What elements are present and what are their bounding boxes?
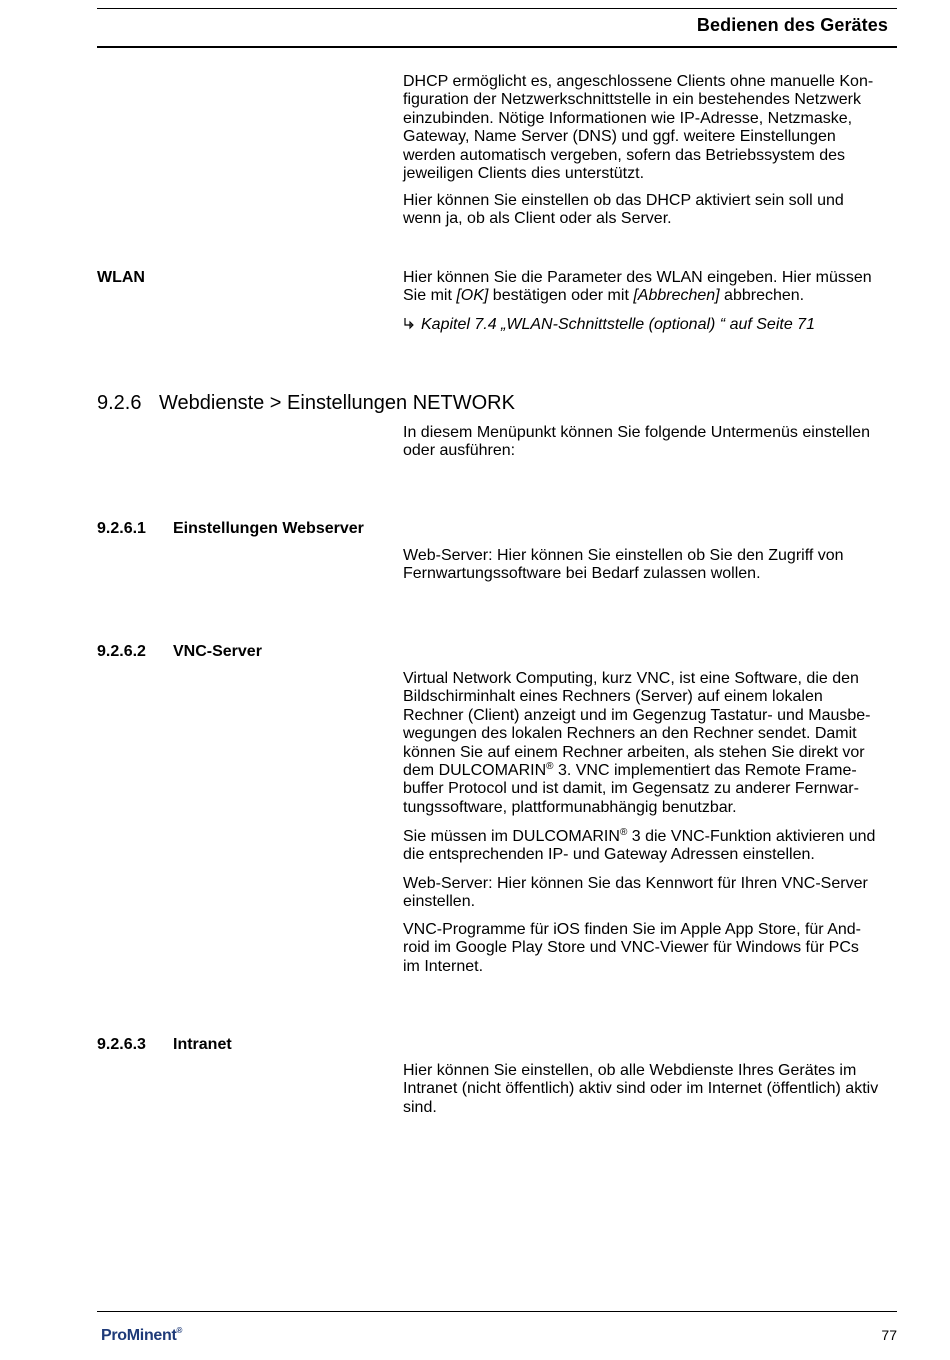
text-line: oder ausführen: <box>403 442 516 460</box>
section-title: VNC-Server <box>173 643 262 660</box>
section-title: Webdienste > Einstellungen NETWORK <box>159 392 515 414</box>
vnc-paragraph-1 <box>403 670 897 817</box>
text-line: tungssoftware, plattformunabhängig benutzbar. <box>403 798 737 816</box>
section-9-2-6-3-text <box>403 1062 897 1117</box>
text-line: die entsprechenden IP- und Gateway Adressen einstellen. <box>403 846 815 864</box>
section-heading-9-2-6-3 <box>97 1036 232 1054</box>
section-heading-9-2-6-2 <box>97 643 262 661</box>
text-line: buffer Protocol und ist damit, im Gegensatz zu anderer Fernwar- <box>403 780 859 798</box>
section-number: 9.2.6.3 <box>97 1036 146 1053</box>
text-line: im Internet. <box>403 957 484 975</box>
text-fragment: dem DULCOMARIN <box>403 762 547 780</box>
text-line: Intranet (nicht öffentlich) aktiv sind oder im Internet (öffentlich) aktiv <box>403 1080 879 1098</box>
text-line: VNC-Programme für iOS finden Sie im Apple App Store, für And- <box>403 921 861 938</box>
section-number: 9.2.6.1 <box>97 520 146 537</box>
text-line: Rechner (Client) anzeigt und im Gegenzug Tastatur- und Mausbe- <box>403 706 871 724</box>
logo-registered-mark: ® <box>176 1326 183 1335</box>
text-line: können Sie auf einem Rechner arbeiten, als stehen Sie direkt vor <box>403 743 865 761</box>
wlan-label: WLAN <box>97 269 145 286</box>
section-number: 9.2.6 <box>97 392 142 414</box>
text-line: roid im Google Play Store und VNC-Viewer für Windows für PCs <box>403 939 859 957</box>
text-line: DHCP ermöglicht es, angeschlossene Clients ohne manuelle Kon- <box>403 73 874 90</box>
page-number: 77 <box>881 1327 897 1343</box>
section-heading-9-2-6-1 <box>97 520 364 538</box>
text-line: wegungen des lokalen Rechners an den Rechner sendet. Damit <box>403 725 857 743</box>
text-fragment: Sie müssen im DULCOMARIN <box>403 828 620 845</box>
cancel-key-reference: [Abbrechen] <box>633 287 720 305</box>
text-line: wenn ja, ob als Client oder als Server. <box>403 210 672 228</box>
section-9-2-6-1-text <box>403 547 897 584</box>
text-line: Hier können Sie einstellen ob das DHCP aktiviert sein soll und <box>403 192 844 209</box>
section-9-2-6-text <box>403 424 897 461</box>
text-fragment: bestätigen oder mit <box>488 287 634 305</box>
text-fragment: 3. VNC implementiert das Remote Frame- <box>553 762 857 780</box>
text-line: einstellen. <box>403 893 476 911</box>
text-line: jeweiligen Clients dies unterstützt. <box>403 165 645 183</box>
text-line: figuration der Netzwerkschnittstelle in ein bestehendes Netzwerk <box>403 91 862 109</box>
text-line: Web-Server: Hier können Sie das Kennwort für Ihren VNC-Server <box>403 875 868 892</box>
header-rule-bottom <box>97 46 897 48</box>
section-title: Intranet <box>173 1036 232 1053</box>
wlan-cross-reference-link[interactable] <box>403 316 897 334</box>
wlan-description <box>403 269 897 306</box>
prominent-logo <box>101 1327 182 1345</box>
registered-mark: ® <box>619 827 628 838</box>
text-line: Web-Server: Hier können Sie einstellen ob Sie den Zugriff von <box>403 547 844 564</box>
section-number: 9.2.6.2 <box>97 643 146 660</box>
header-rule-top <box>97 8 897 9</box>
ok-key-reference: [OK] <box>456 287 489 305</box>
vnc-paragraph-4 <box>403 921 897 976</box>
vnc-paragraph-2 <box>403 828 897 865</box>
text-line: Fernwartungssoftware bei Bedarf zulassen wollen. <box>403 565 761 583</box>
text-fragment: Sie mit <box>403 287 457 305</box>
text-line: Hier können Sie einstellen, ob alle Webdienste Ihres Gerätes im <box>403 1062 857 1079</box>
text-fragment: abbrechen. <box>719 287 805 305</box>
text-line: einzubinden. Nötige Informationen wie IP-Adresse, Netzmaske, <box>403 109 853 127</box>
cross-reference-text: Kapitel 7.4 „WLAN-Schnittstelle (optional) “ auf Seite 71 <box>421 316 815 333</box>
text-line: Gateway, Name Server (DNS) und ggf. weitere Einstellungen <box>403 128 836 146</box>
text-line: Bildschirminhalt eines Rechners (Server) auf einem lokalen <box>403 688 823 706</box>
footer-rule <box>97 1311 897 1312</box>
text-line: sind. <box>403 1098 437 1116</box>
text-line: werden automatisch vergeben, sofern das Betriebssystem des <box>403 146 846 164</box>
arrow-reference-icon <box>403 316 417 334</box>
running-header-title: Bedienen des Gerätes <box>696 15 888 35</box>
text-fragment: 3 die VNC-Funktion aktivieren und <box>627 828 876 845</box>
text-line: In diesem Menüpunkt können Sie folgende Untermenüs einstellen <box>403 424 870 441</box>
vnc-paragraph-3 <box>403 875 897 912</box>
text-line: Hier können Sie die Parameter des WLAN eingeben. Hier müssen <box>403 269 872 286</box>
dhcp-paragraph-2 <box>403 192 897 229</box>
logo-text: ProMinent <box>101 1327 177 1344</box>
dhcp-paragraph-1 <box>403 73 897 183</box>
section-title: Einstellungen Webserver <box>173 520 364 537</box>
text-line: Virtual Network Computing, kurz VNC, ist eine Software, die den <box>403 670 859 687</box>
section-heading-9-2-6 <box>97 392 515 415</box>
registered-mark: ® <box>546 761 554 773</box>
